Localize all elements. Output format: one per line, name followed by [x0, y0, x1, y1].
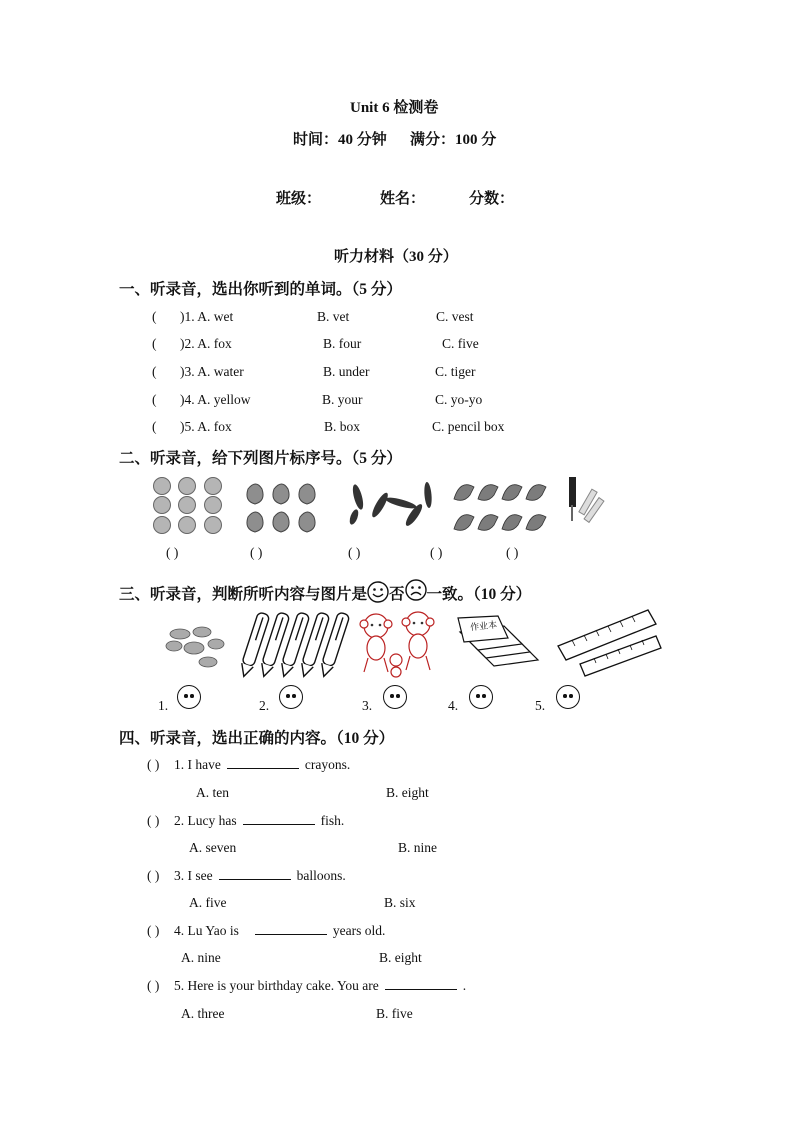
blank-face-icon[interactable] — [469, 685, 493, 709]
page-title: Unit 6 检测卷 — [350, 100, 439, 116]
question-option-a: )2. A. fox — [180, 336, 232, 351]
question-stem — [174, 868, 346, 884]
option-b: B. nine — [398, 840, 437, 855]
picture-answer-blank[interactable]: ( ) — [506, 545, 519, 560]
picture-answer-blank[interactable]: ( ) — [166, 545, 179, 560]
answer-paren[interactable]: ( — [152, 309, 157, 324]
stem-text: crayons. — [304, 757, 351, 772]
blank-face-icon[interactable] — [177, 685, 201, 709]
answer-paren[interactable]: ( — [152, 364, 157, 379]
question-option-b: B. vet — [317, 309, 350, 324]
section4-heading: 四、听录音，选出正确的内容。（10 分） — [119, 730, 395, 747]
fill-blank[interactable] — [255, 923, 327, 935]
section3-heading — [119, 582, 531, 605]
section3-heading-part: 三、听录音，判断所听内容与图片是 — [119, 586, 368, 603]
option-a: A. five — [189, 895, 227, 910]
option-b: B. six — [384, 895, 416, 910]
question-stem — [174, 757, 350, 773]
option-a: A. three — [181, 1006, 225, 1021]
option-b: B. five — [376, 1006, 413, 1021]
judge-number: 2. — [259, 698, 270, 713]
question-option-c: C. pencil box — [432, 419, 505, 434]
blank-face-icon[interactable] — [556, 685, 580, 709]
section3-heading-part: 否 — [389, 586, 405, 603]
judge-number: 5. — [535, 698, 546, 713]
question-option-c: C. tiger — [435, 364, 476, 379]
answer-paren[interactable]: ( — [152, 392, 157, 407]
balls-picture — [152, 477, 224, 535]
option-b: B. eight — [379, 950, 422, 965]
question-option-b: B. box — [324, 419, 361, 434]
question-stem — [174, 813, 344, 829]
class-label: 班级： — [276, 191, 322, 207]
picture-answer-blank[interactable]: ( ) — [430, 545, 443, 560]
time-limit: 时间：40 分钟 — [293, 132, 387, 148]
full-score: 满分：100 分 — [410, 132, 497, 148]
judge-number: 1. — [158, 698, 169, 713]
option-a: A. ten — [196, 785, 229, 800]
stones-picture — [166, 624, 226, 670]
fill-blank[interactable] — [227, 757, 299, 769]
answer-paren[interactable]: ( ) — [147, 813, 160, 828]
sad-face-icon — [405, 583, 427, 605]
answer-paren[interactable]: ( ) — [147, 978, 160, 993]
answer-paren[interactable]: ( ) — [147, 868, 160, 883]
stem-text: 5. Here is your birthday cake. You are — [174, 978, 379, 993]
picture-answer-blank[interactable]: ( ) — [348, 545, 361, 560]
stem-text: fish. — [320, 813, 345, 828]
section3-heading-part: 一致。（10 分） — [426, 586, 532, 603]
picture-answer-blank[interactable]: ( ) — [250, 545, 263, 560]
section2-heading: 二、听录音，给下列图片标序号。（5 分） — [119, 450, 402, 467]
answer-paren[interactable]: ( ) — [147, 923, 160, 938]
answer-paren[interactable]: ( — [152, 336, 157, 351]
judge-number: 3. — [362, 698, 373, 713]
option-a: A. seven — [189, 840, 237, 855]
stem-text: 2. Lucy has — [174, 813, 237, 828]
rulers-picture — [552, 606, 662, 674]
question-option-a: )5. A. fox — [180, 419, 232, 434]
stem-text: balloons. — [296, 868, 346, 883]
fill-blank[interactable] — [219, 868, 291, 880]
question-option-b: B. under — [323, 364, 370, 379]
question-stem — [174, 978, 466, 994]
question-option-c: C. vest — [436, 309, 474, 324]
judge-number: 4. — [448, 698, 459, 713]
option-b: B. eight — [386, 785, 429, 800]
stem-text: years old. — [332, 923, 386, 938]
question-option-a: )1. A. wet — [180, 309, 234, 324]
monkeys-picture — [354, 610, 446, 678]
question-option-a: )4. A. yellow — [180, 392, 251, 407]
score-label: 分数： — [469, 191, 515, 207]
blank-face-icon[interactable] — [279, 685, 303, 709]
question-option-a: )3. A. water — [180, 364, 244, 379]
listening-title: 听力材料（30 分） — [334, 249, 458, 265]
stem-text: 3. I see — [174, 868, 213, 883]
stem-text: 1. I have — [174, 757, 221, 772]
birds-picture — [452, 477, 548, 537]
name-label: 姓名： — [380, 191, 426, 207]
stem-text: . — [462, 978, 467, 993]
question-option-b: B. your — [322, 392, 363, 407]
fish-picture — [346, 477, 438, 527]
section1-heading: 一、听录音，选出你听到的单词。（5 分） — [119, 281, 402, 298]
question-option-c: C. five — [442, 336, 479, 351]
question-option-b: B. four — [323, 336, 362, 351]
option-a: A. nine — [181, 950, 221, 965]
blank-face-icon[interactable] — [383, 685, 407, 709]
apples-picture — [244, 477, 322, 535]
answer-paren[interactable]: ( ) — [147, 757, 160, 772]
exercise-book-label: 作业本 — [469, 619, 498, 633]
answer-paren[interactable]: ( — [152, 419, 157, 434]
pens-picture — [238, 610, 348, 680]
fill-blank[interactable] — [385, 978, 457, 990]
fill-blank[interactable] — [243, 813, 315, 825]
question-option-c: C. yo-yo — [435, 392, 483, 407]
smile-face-icon — [367, 583, 389, 605]
stem-text: 4. Lu Yao is — [174, 923, 239, 938]
crayons-picture — [563, 475, 609, 527]
question-stem — [174, 923, 385, 939]
